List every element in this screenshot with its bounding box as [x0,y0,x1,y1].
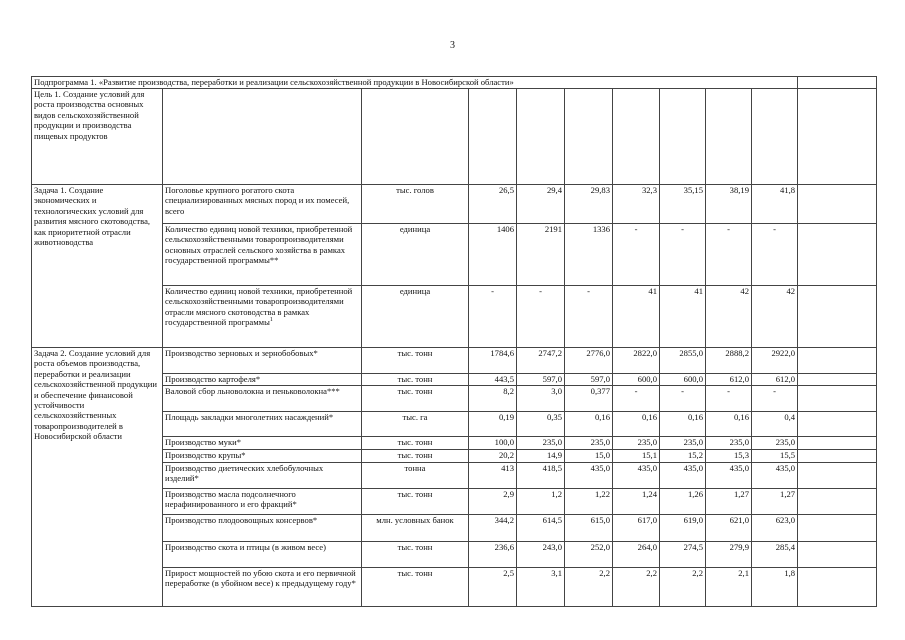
indicators-table [31,76,877,607]
table-row [32,348,877,374]
value-cell: 2888,2 [706,348,752,374]
indicator-cell [163,542,362,568]
value-cell: 32,3 [613,185,660,224]
empty-cell [660,89,706,185]
value-cell: - [706,386,752,412]
value-cell: 279,9 [706,542,752,568]
indicator-cell [163,568,362,607]
value-cell: 0,16 [565,412,613,437]
value-cell: 1,27 [752,489,798,515]
value-cell: 3,1 [517,568,565,607]
value-cell: 274,5 [660,542,706,568]
value-cell: 600,0 [613,374,660,386]
value-cell: 0,19 [469,412,517,437]
value-cell: - [752,386,798,412]
unit-cell: тыс. тонн [362,437,469,450]
empty-cell [798,286,877,348]
value-cell: 35,15 [660,185,706,224]
indicator-text: Количество единиц новой техники, приобретенной сельскохозяйственными товаропроизводителями отрасли мясного скотоводства в рамках государственной программы [165,286,353,328]
value-cell: 2,2 [613,568,660,607]
value-cell: - [613,386,660,412]
value-cell: 0,16 [706,412,752,437]
value-cell: 14,9 [517,450,565,463]
value-cell: 597,0 [565,374,613,386]
value-cell: 0,16 [613,412,660,437]
unit-cell: тыс. тонн [362,450,469,463]
value-cell: 26,5 [469,185,517,224]
empty-cell [798,77,877,89]
value-cell: 235,0 [565,437,613,450]
empty-cell [362,89,469,185]
empty-cell [798,489,877,515]
empty-cell [798,568,877,607]
value-cell: 2922,0 [752,348,798,374]
value-cell: 41,8 [752,185,798,224]
unit-cell: тыс. тонн [362,568,469,607]
value-cell: 285,4 [752,542,798,568]
value-cell: 0,16 [660,412,706,437]
indicator-text: Производство картофеля* [165,374,261,384]
value-cell: 29,4 [517,185,565,224]
indicator-text: Производство крупы* [165,450,246,460]
indicator-cell [163,286,362,348]
unit-cell: тыс. тонн [362,489,469,515]
value-cell: 0,35 [517,412,565,437]
value-cell: 252,0 [565,542,613,568]
indicator-text: Производство муки* [165,437,242,447]
empty-cell [469,89,517,185]
empty-cell [798,224,877,286]
value-cell: 435,0 [613,463,660,489]
value-cell: 29,83 [565,185,613,224]
empty-cell [163,89,362,185]
value-cell: 443,5 [469,374,517,386]
value-cell: 619,0 [660,515,706,542]
value-cell: 615,0 [565,515,613,542]
value-cell: 15,3 [706,450,752,463]
value-cell: 1,2 [517,489,565,515]
value-cell: 15,2 [660,450,706,463]
value-cell: 2855,0 [660,348,706,374]
empty-cell [706,89,752,185]
indicator-text: Количество единиц новой техники, приобретенной сельскохозяйственными товаропроизводителями основных отраслей сельского хозяйства в рамках государственной программы** [165,224,353,266]
value-cell: 235,0 [660,437,706,450]
value-cell: - [469,286,517,348]
indicator-cell [163,412,362,437]
value-cell: 15,0 [565,450,613,463]
indicator-text: Поголовье крупного рогатого скота специализированных мясных пород и их помесей, всего [165,185,350,216]
value-cell: 1,26 [660,489,706,515]
value-cell: 2191 [517,224,565,286]
value-cell: 0,377 [565,386,613,412]
value-cell: 38,19 [706,185,752,224]
value-cell: 1,22 [565,489,613,515]
empty-cell [798,89,877,185]
indicator-cell [163,489,362,515]
table-body [32,77,877,607]
value-cell: 1406 [469,224,517,286]
value-cell: 243,0 [517,542,565,568]
value-cell: 344,2 [469,515,517,542]
value-cell: 2822,0 [613,348,660,374]
value-cell: - [706,224,752,286]
unit-cell: тыс. тонн [362,542,469,568]
indicator-cell [163,463,362,489]
footnote-mark: 1 [269,317,273,324]
value-cell: 418,5 [517,463,565,489]
value-cell: 413 [469,463,517,489]
empty-cell [613,89,660,185]
indicator-cell [163,386,362,412]
value-cell: 2776,0 [565,348,613,374]
indicator-text: Валовой сбор льноволокна и пеньковолокна*** [165,386,340,396]
value-cell: 2747,2 [517,348,565,374]
value-cell: 612,0 [752,374,798,386]
value-cell: 1784,6 [469,348,517,374]
indicator-cell [163,450,362,463]
value-cell: 435,0 [565,463,613,489]
value-cell: 8,2 [469,386,517,412]
value-cell: 41 [660,286,706,348]
indicator-text: Производство плодоовощных консервов* [165,515,318,525]
value-cell: 1,8 [752,568,798,607]
empty-cell [798,348,877,374]
value-cell: 621,0 [706,515,752,542]
table-row [32,185,877,224]
indicator-cell [163,374,362,386]
value-cell: 2,1 [706,568,752,607]
page-number: 3 [450,40,455,51]
value-cell: 623,0 [752,515,798,542]
indicator-text: Прирост мощностей по убою скота и его первичной переработке (в убойном весе) к предыдущему году* [165,568,356,589]
indicator-text: Производство зерновых и зернобобовых* [165,348,318,358]
indicator-cell [163,437,362,450]
empty-cell [798,542,877,568]
value-cell: - [517,286,565,348]
indicator-cell [163,185,362,224]
value-cell: - [613,224,660,286]
value-cell: 435,0 [706,463,752,489]
unit-cell: тыс. тонн [362,374,469,386]
value-cell: 2,5 [469,568,517,607]
empty-cell [565,89,613,185]
unit-cell: единица [362,286,469,348]
value-cell: 617,0 [613,515,660,542]
value-cell: 1,27 [706,489,752,515]
empty-cell [798,437,877,450]
value-cell: 1336 [565,224,613,286]
value-cell: 42 [752,286,798,348]
value-cell: 2,9 [469,489,517,515]
value-cell: 235,0 [517,437,565,450]
unit-cell: млн. условных банок [362,515,469,542]
value-cell: 435,0 [660,463,706,489]
value-cell: 235,0 [706,437,752,450]
value-cell: - [752,224,798,286]
value-cell: 2,2 [660,568,706,607]
empty-cell [798,450,877,463]
empty-cell [752,89,798,185]
value-cell: 235,0 [613,437,660,450]
goal-row [32,89,877,185]
value-cell: 0,4 [752,412,798,437]
value-cell: - [565,286,613,348]
indicator-text: Производство диетических хлебобулочных изделий* [165,463,324,484]
subprogram-title: Подпрограмма 1. «Развитие производства, переработки и реализации сельскохозяйственной продукции в Новосибирской области» [32,77,798,89]
empty-cell [798,374,877,386]
unit-cell: тыс. голов [362,185,469,224]
value-cell: 2,2 [565,568,613,607]
indicator-text: Площадь закладки многолетних насаждений* [165,412,334,422]
value-cell: 235,0 [752,437,798,450]
indicator-text: Производство масла подсолнечного нерафинированного и его фракций* [165,489,297,510]
unit-cell: тыс. тонн [362,348,469,374]
indicator-cell [163,348,362,374]
indicator-cell [163,515,362,542]
empty-cell [517,89,565,185]
unit-cell: тыс. тонн [362,386,469,412]
goal-cell: Цель 1. Создание условий для роста производства основных видов сельскохозяйственной продукции и производства пищевых продуктов [32,89,163,185]
subprogram-row [32,77,877,89]
value-cell: - [660,224,706,286]
indicator-text: Производство скота и птицы (в живом весе) [165,542,326,552]
value-cell: 15,5 [752,450,798,463]
value-cell: 41 [613,286,660,348]
empty-cell [798,515,877,542]
empty-cell [798,185,877,224]
value-cell: 42 [706,286,752,348]
empty-cell [798,412,877,437]
value-cell: 1,24 [613,489,660,515]
unit-cell: тонна [362,463,469,489]
value-cell: 600,0 [660,374,706,386]
value-cell: 3,0 [517,386,565,412]
value-cell: 612,0 [706,374,752,386]
value-cell: 236,6 [469,542,517,568]
value-cell: 435,0 [752,463,798,489]
task2-label: Задача 2. Создание условий для роста объемов производства, переработки и реализации сельскохозяйственной продукции и обеспечение финансовой устойчивости сельскохозяйственных товаропроизводителей в Новосибирской области [32,348,163,607]
unit-cell: тыс. га [362,412,469,437]
indicator-cell [163,224,362,286]
empty-cell [798,386,877,412]
value-cell: 264,0 [613,542,660,568]
unit-cell: единица [362,224,469,286]
value-cell: 614,5 [517,515,565,542]
value-cell: 15,1 [613,450,660,463]
task1-label: Задача 1. Создание экономических и технологических условий для развития мясного скотоводства, как приоритетной отрасли животноводства [32,185,163,348]
empty-cell [798,463,877,489]
value-cell: 100,0 [469,437,517,450]
value-cell: 597,0 [517,374,565,386]
value-cell: - [660,386,706,412]
value-cell: 20,2 [469,450,517,463]
